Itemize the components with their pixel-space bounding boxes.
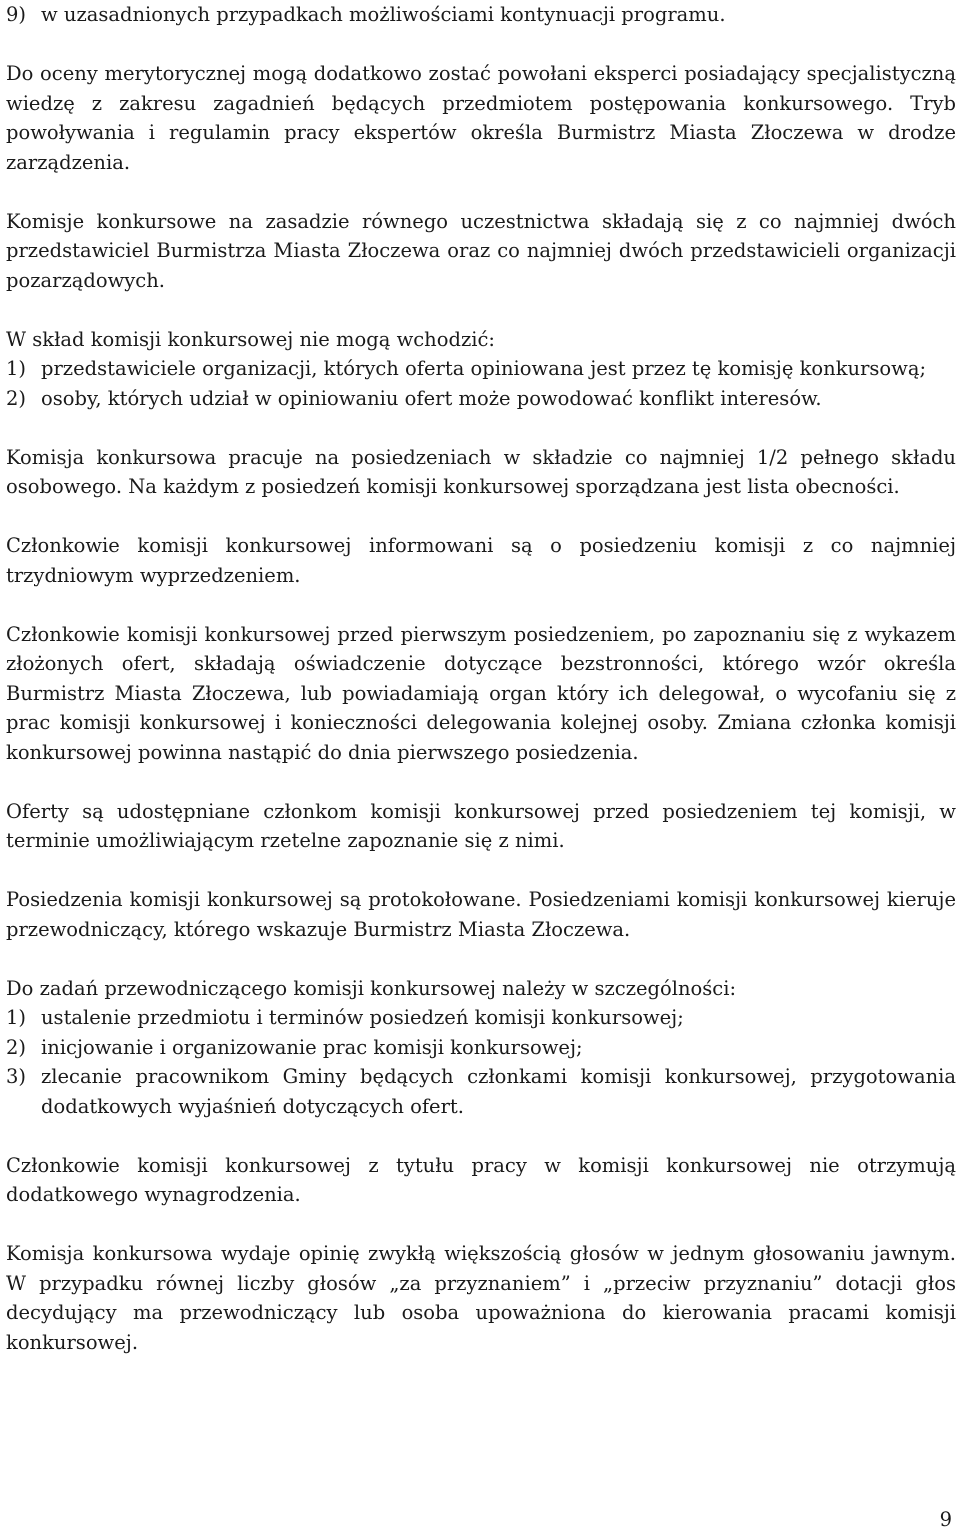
page-number: 9 bbox=[939, 1508, 952, 1531]
list-item bbox=[6, 1003, 956, 1033]
paragraph-chair-duties-intro: Do zadań przewodniczącego komisji konkursowej należy w szczególności: bbox=[6, 976, 737, 1000]
paragraph-experts: Do oceny merytorycznej mogą dodatkowo zostać powołani eksperci posiadający specjalistyczną wiedzę z zakresu zagadnień będących przedmiotem postępowania konkursowego. Tryb powoływania i regulamin pracy ekspertów określa Burmistrz Miasta Złoczewa w drodze zarządzenia. bbox=[6, 62, 956, 174]
paragraph-voting: Komisja konkursowa wydaje opinię zwykłą większością głosów w jednym głosowaniu jawnym. W przypadku równej liczby głosów „za przyznaniem” i „przeciw przyznaniu” dotacji głos decydujący ma przewodniczący lub osoba upoważniona do kierowania pracami komisji konkursowej. bbox=[6, 1242, 956, 1354]
list-item bbox=[6, 1033, 956, 1063]
list-item-text: w uzasadnionych przypadkach możliwościami kontynuacji programu. bbox=[41, 3, 726, 26]
paragraph-minutes: Posiedzenia komisji konkursowej są protokołowane. Posiedzeniami komisji konkursowej kieruje przewodniczący, którego wskazuje Burmistrz Miasta Złoczewa. bbox=[6, 888, 956, 941]
list-number: 3) bbox=[6, 1065, 27, 1088]
list-item-text: ustalenie przedmiotu i terminów posiedzeń komisji konkursowej; bbox=[41, 1006, 684, 1029]
paragraph-commission-composition: Komisje konkursowe na zasadzie równego uczestnictwa składają się z co najmniej dwóch przedstawiciel Burmistrza Miasta Złoczewa oraz co najmniej dwóch przedstawicieli organizacji pozarządowych. bbox=[6, 209, 956, 292]
list-item bbox=[6, 384, 956, 414]
paragraph-impartiality: Członkowie komisji konkursowej przed pierwszym posiedzeniem, po zapoznaniu się z wykazem złożonych ofert, składają oświadczenie dotyczące bezstronności, którego wzór określa Burmistrz Miasta Złoczewa, lub powiadamiają organ który ich delegował, o wycofaniu się z prac komisji konkursowej i konieczności delegowania kolejnej osoby. Zmiana członka komisji konkursowej powinna nastąpić do dnia pierwszego posiedzenia. bbox=[6, 622, 956, 764]
list-number: 1) bbox=[6, 357, 27, 380]
list-item bbox=[6, 1062, 956, 1121]
paragraph-notification: Członkowie komisji konkursowej informowani są o posiedzeniu komisji z co najmniej trzydniowym wyprzedzeniem. bbox=[6, 534, 956, 587]
list-item-text: inicjowanie i organizowanie prac komisji konkursowej; bbox=[41, 1035, 583, 1059]
list-number: 2) bbox=[6, 1035, 27, 1059]
document-page bbox=[6, 0, 956, 1357]
list-item bbox=[6, 354, 956, 384]
list-item-text: osoby, których udział w opiniowaniu ofert może powodować konflikt interesów. bbox=[41, 386, 822, 410]
list-number: 2) bbox=[6, 386, 27, 410]
list-item bbox=[6, 0, 956, 30]
paragraph-exclusions-intro: W skład komisji konkursowej nie mogą wchodzić: bbox=[6, 327, 495, 351]
paragraph-offers-access: Oferty są udostępniane członkom komisji konkursowej przed posiedzeniem tej komisji, w terminie umożliwiającym rzetelne zapoznanie się z nimi. bbox=[6, 799, 956, 852]
paragraph-quorum: Komisja konkursowa pracuje na posiedzeniach w składzie co najmniej 1/2 pełnego składu osobowego. Na każdym z posiedzeń komisji konkursowej sporządzana jest lista obecności. bbox=[6, 445, 956, 498]
paragraph-remuneration: Członkowie komisji konkursowej z tytułu pracy w komisji konkursowej nie otrzymują dodatkowego wynagrodzenia. bbox=[6, 1153, 956, 1206]
list-number: 9) bbox=[6, 3, 27, 26]
list-item-text: przedstawiciele organizacji, których oferta opiniowana jest przez tę komisję konkursową; bbox=[41, 357, 927, 380]
list-number: 1) bbox=[6, 1006, 27, 1029]
list-item-text: zlecanie pracownikom Gminy będących członkami komisji konkursowej, przygotowania dodatkowych wyjaśnień dotyczących ofert. bbox=[41, 1065, 956, 1118]
